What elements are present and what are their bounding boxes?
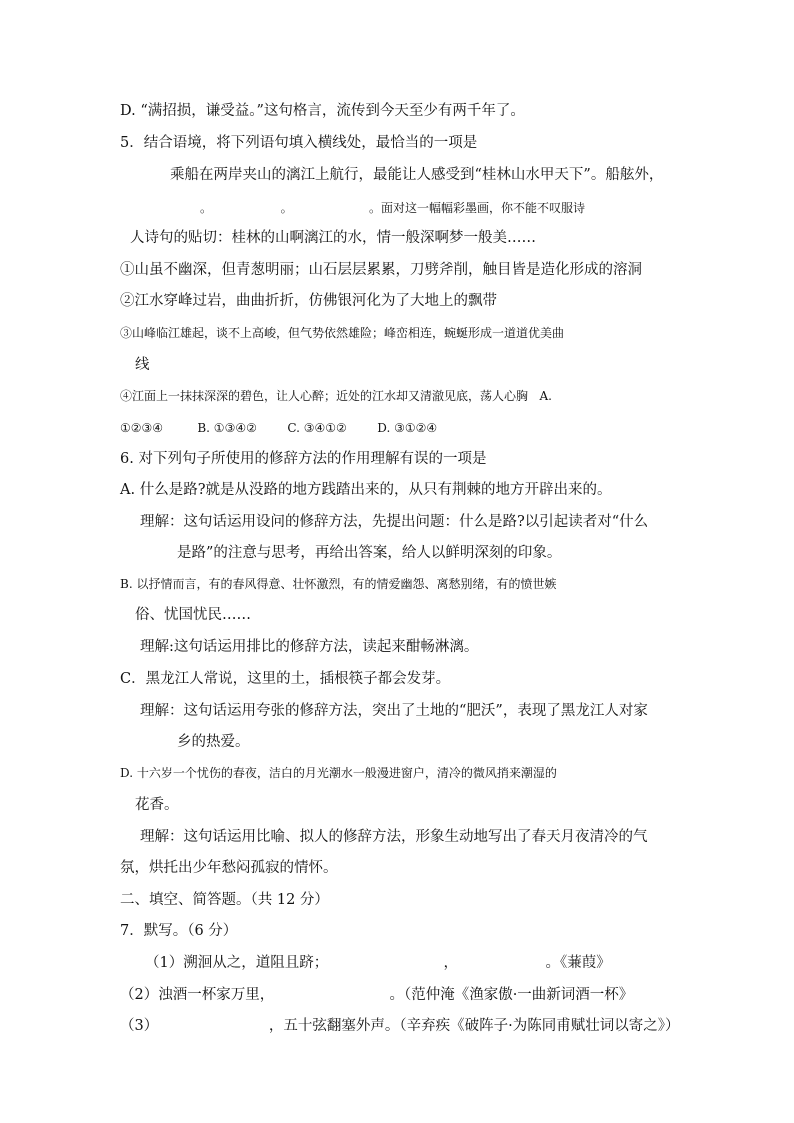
question-6-option-d-cont: 花香。: [135, 797, 179, 813]
question-7-item-1: （1）溯洄从之，道阻且跻； ， 。《蒹葭》: [145, 955, 611, 971]
question-6-option-d-note: 理解：这句话运用比喻、拟人的修辞方法，形象生动地写出了春天月夜清冷的气: [140, 829, 648, 845]
question-5-options: ①②③④ B. ①③④② C. ③④①② D. ③①②④: [120, 421, 438, 435]
question-5-passage-blanks: 。 。 。面对这一幅幅彩墨画，你不能不叹服诗: [200, 201, 585, 215]
question-6-option-b: B. 以抒情而言，有的春风得意、壮怀激烈，有的情爱幽怨、离愁别绪，有的愤世嫉: [120, 577, 557, 591]
question-6-stem: 6. 对下列句子所使用的修辞方法的作用理解有误的一项是: [120, 451, 487, 467]
question-6-option-d-note-cont: 氛，烘托出少年愁闷孤寂的情怀。: [120, 860, 338, 876]
question-6-option-a-note: 理解：这句话运用设问的修辞方法，先提出问题：什么是路?以引起读者对“什么: [140, 514, 649, 530]
question-5-sentence-2: ②江水穿峰过岩，曲曲折折，仿佛银河化为了大地上的飘带: [120, 293, 497, 309]
question-6-option-a: A. 什么是路?就是从没路的地方践踏出来的，从只有荆棘的地方开辟出来的。: [120, 482, 612, 498]
section-two-heading: 二、填空、简答题。（共 12 分）: [120, 892, 329, 908]
question-6-option-b-note: 理解:这句话运用排比的修辞方法，读起来酣畅淋漓。: [140, 639, 479, 655]
question-5-stem: 5．结合语境，将下列语句填入横线处，最恰当的一项是: [120, 135, 478, 151]
question-7-stem: 7．默写。（6 分）: [120, 923, 238, 939]
question-6-option-b-cont: 俗、忧国忧民……: [135, 607, 251, 623]
question-5-sentence-1: ①山虽不幽深，但青葱明丽；山石层层累累，刀劈斧削，触目皆是造化形成的溶洞: [120, 262, 642, 278]
question-7-item-2: （2）浊酒一杯家万里， 。（范仲淹《渔家傲·一曲新词酒一杯》: [120, 987, 634, 1003]
question-5-sentence-3: ③山峰临江雄起，谈不上高峻，但气势依然雄险；峰峦相连，蜿蜒形成一道道优美曲: [120, 326, 565, 340]
question-7-item-3: （3） ，五十弦翻塞外声。（辛弃疾《破阵子·为陈同甫赋壮词以寄之》）: [120, 1018, 680, 1034]
question-6-option-c-note: 理解：这句话运用夸张的修辞方法，突出了土地的“肥沃”，表现了黑龙江人对家: [140, 703, 648, 719]
question-6-option-c: C．黑龙江人常说，这里的土，插根筷子都会发芽。: [120, 671, 451, 687]
question-5-passage-line-1: 乘船在两岸夹山的漓江上航行，最能让人感受到“桂林山水甲天下”。船舷外，: [170, 167, 664, 183]
question-5-sentence-3-cont: 线: [135, 357, 150, 373]
question-5-sentence-4: ④江面上一抹抹深深的碧色，让人心醉；近处的江水却又清澈见底，荡人心胸 A.: [120, 389, 552, 403]
question-6-option-d: D. 十六岁一个忧伤的春夜，洁白的月光潮水一般漫进窗户，清冷的微风捎来潮湿的: [120, 766, 557, 780]
question-6-option-a-note-cont: 是路”的注意与思考，再给出答案，给人以鲜明深刻的印象。: [177, 545, 562, 561]
question-6-option-c-note-cont: 乡的热爱。: [177, 734, 250, 750]
question-5-passage-line-3: 人诗句的贴切：桂林的山啊漓江的水，情一般深啊梦一般美……: [130, 230, 536, 246]
question-4-option-d: D. “满招损，谦受益。”这句格言，流传到今天至少有两千年了。: [120, 103, 525, 119]
